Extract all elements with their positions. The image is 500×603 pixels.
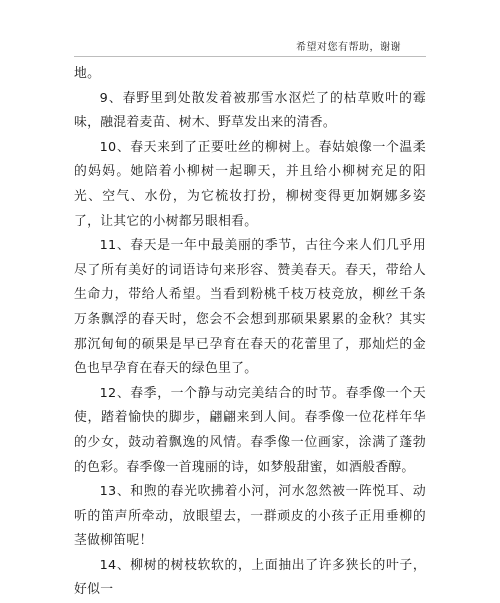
paragraph-9: 9、春野里到处散发着被那雪水沤烂了的枯草败叶的霉味，融混着麦苗、树木、野草发出来的清香。 bbox=[74, 90, 426, 131]
paragraph-12: 12、春季，一个静与动完美结合的时节。春季像一个天使，踏着愉快的脚步，翩翩来到人间。春季像一位花样年华的少女，鼓动着飘逸的风情。春季像一位画家，涂满了蓬勃的色彩。春季像一首瑰丽的诗，如梦般甜蜜，如酒般香醇。 bbox=[74, 385, 426, 475]
paragraph-11: 11、春天是一年中最美丽的季节，古往今来人们几乎用尽了所有美好的词语诗句来形容、赞美春天。春天，带给人生命力，带给人希望。当看到粉桃千枝万枝竞放，柳丝千条万条飘浮的春天时，您会不会想到那硕果累累的金秋？其实那沉甸甸的硕果是早已孕育在春天的花蕾里了，那灿烂的金色也早孕育在春天的绿色里了。 bbox=[74, 238, 426, 377]
paragraph-13: 13、和煦的春光吹拂着小河，河水忽然被一阵悦耳、动听的笛声所牵动，放眼望去，一群顽皮的小孩子正用垂柳的茎做柳笛呢！ bbox=[74, 484, 426, 549]
paragraph-14: 14、柳树的树枝软软的，上面抽出了许多狭长的叶子，好似一 bbox=[74, 557, 426, 598]
paragraph-10: 10、春天来到了正要吐丝的柳树上。春姑娘像一个温柔的妈妈。她陪着小柳树一起聊天，并且给小柳树充足的阳光、空气、水份，为它梳妆打扮，柳树变得更加婀娜多姿了，让其它的小树都另眼相看。 bbox=[74, 139, 426, 229]
header-divider bbox=[74, 56, 426, 57]
document-body bbox=[74, 62, 426, 603]
paragraph-continuation: 地。 bbox=[74, 66, 101, 81]
header-note: 希望对您有帮助，谢谢 bbox=[296, 42, 401, 53]
